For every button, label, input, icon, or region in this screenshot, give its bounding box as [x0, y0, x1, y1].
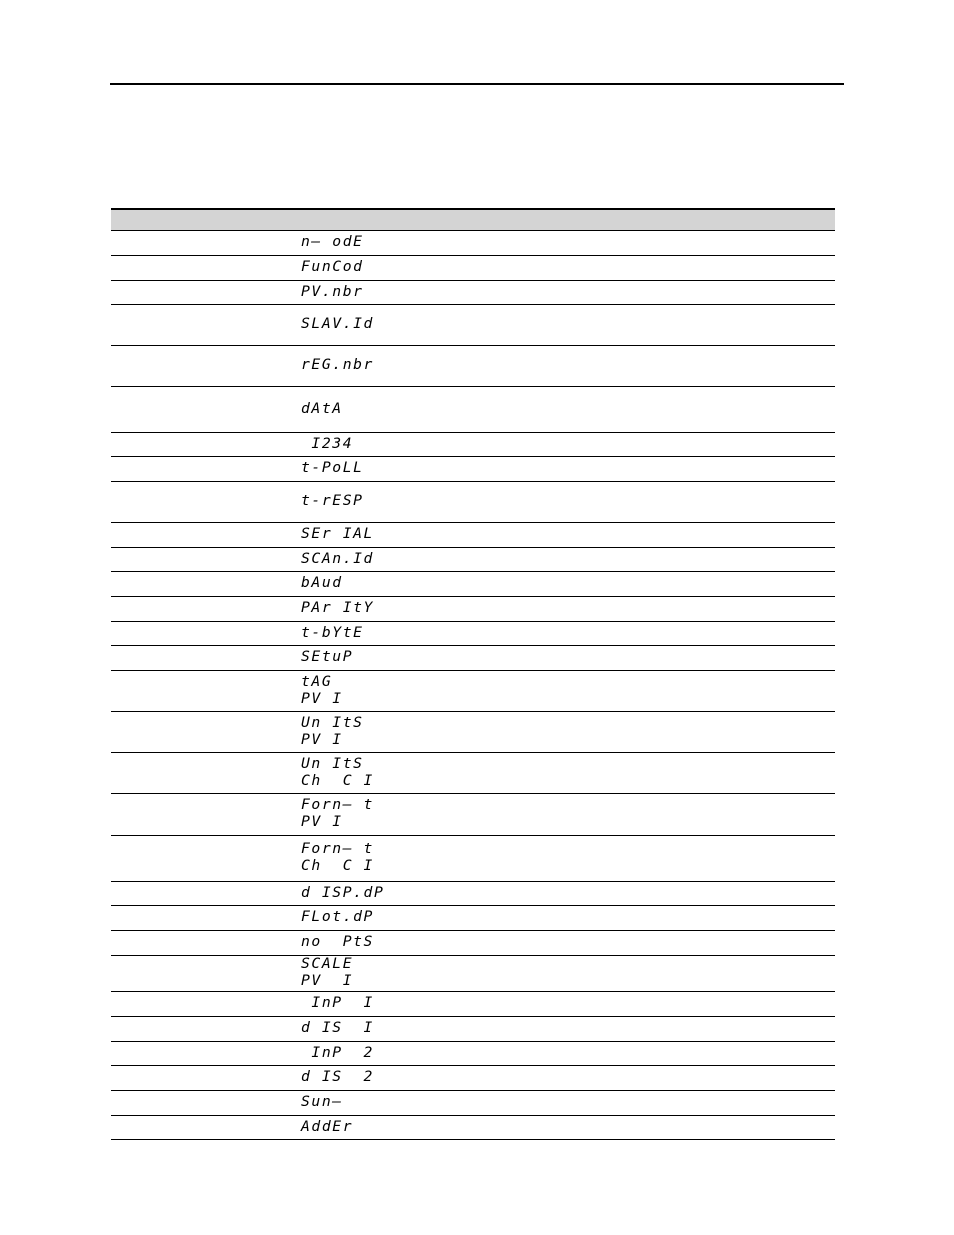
display-code-line: Ch C I: [301, 858, 374, 874]
table-row: [111, 256, 835, 281]
description-cell: [111, 646, 291, 670]
table-row: [111, 387, 835, 433]
parameter-table: [111, 208, 835, 1140]
explanation-cell: [371, 305, 835, 345]
explanation-cell: [371, 1116, 835, 1139]
display-code-line: t-PoLL: [301, 460, 364, 476]
display-code: [301, 715, 364, 749]
table-row: [111, 346, 835, 387]
description-cell: [111, 387, 291, 432]
display-code: [301, 551, 374, 568]
description-cell: [111, 572, 291, 596]
description-cell: [111, 882, 291, 905]
display-code-line: d ISP.dP: [301, 885, 385, 901]
display-code-line: PV.nbr: [301, 284, 364, 300]
display-code: [301, 1094, 343, 1111]
explanation-cell: [371, 548, 835, 571]
display-code: [301, 493, 364, 510]
description-cell: [111, 548, 291, 571]
explanation-cell: [371, 906, 835, 930]
display-code-line: Ch C I: [301, 773, 374, 789]
table-row: [111, 646, 835, 671]
table-row: [111, 622, 835, 646]
display-code: [301, 526, 374, 543]
display-code-line: no PtS: [301, 934, 374, 950]
description-cell: [111, 794, 291, 835]
table-row: [111, 671, 835, 712]
explanation-cell: [371, 1091, 835, 1115]
description-cell: [111, 482, 291, 522]
explanation-cell: [371, 482, 835, 522]
display-code-line: t-rESP: [301, 493, 364, 509]
display-code: [301, 401, 343, 418]
description-cell: [111, 457, 291, 481]
explanation-cell: [371, 346, 835, 386]
description-cell: [111, 671, 291, 711]
display-code-line: Un ItS: [301, 715, 364, 731]
explanation-cell: [371, 1042, 835, 1065]
description-cell: [111, 622, 291, 645]
table-row: [111, 836, 835, 882]
display-code-line: d IS 2: [301, 1069, 374, 1085]
display-code: [301, 934, 374, 951]
display-code: [301, 575, 343, 592]
table-row: [111, 523, 835, 548]
explanation-cell: [371, 1017, 835, 1041]
table-row: [111, 992, 835, 1017]
display-code-line: rEG.nbr: [301, 357, 374, 373]
display-code: [301, 357, 374, 374]
description-cell: [111, 305, 291, 345]
explanation-cell: [371, 931, 835, 955]
explanation-cell: [371, 231, 835, 255]
description-cell: [111, 346, 291, 386]
description-cell: [111, 753, 291, 793]
table-row: [111, 794, 835, 836]
table-row: [111, 572, 835, 597]
display-code: [301, 909, 374, 926]
display-code: [301, 1045, 374, 1062]
table-row: [111, 906, 835, 931]
description-cell: [111, 906, 291, 930]
display-code: [301, 1020, 374, 1037]
description-cell: [111, 433, 291, 456]
table-header: [111, 208, 835, 231]
display-code-line: Un ItS: [301, 756, 364, 772]
description-cell: [111, 1116, 291, 1139]
display-code-line: SCAn.Id: [301, 551, 374, 567]
table-row: [111, 433, 835, 457]
display-code-line: PV I: [301, 973, 354, 989]
explanation-cell: [371, 882, 835, 905]
display-code: [301, 316, 374, 333]
explanation-cell: [371, 646, 835, 670]
display-code-line: SLAV.Id: [301, 316, 374, 332]
display-code: [301, 756, 374, 790]
description-cell: [111, 712, 291, 752]
description-cell: [111, 1091, 291, 1115]
table-row: [111, 1116, 835, 1140]
table-row: [111, 482, 835, 523]
explanation-cell: [371, 836, 835, 881]
display-code-line: SEtuP: [301, 649, 354, 665]
description-cell: [111, 1066, 291, 1090]
table-row: [111, 548, 835, 572]
display-code-line: dAtA: [301, 401, 343, 417]
description-cell: [111, 231, 291, 255]
display-code: [301, 995, 374, 1012]
description-cell: [111, 956, 291, 991]
table-row: [111, 305, 835, 346]
table-row: [111, 597, 835, 622]
explanation-cell: [371, 956, 835, 991]
description-cell: [111, 281, 291, 304]
table-row: [111, 882, 835, 906]
explanation-cell: [371, 992, 835, 1016]
description-cell: [111, 597, 291, 621]
display-code: [301, 436, 353, 453]
explanation-cell: [371, 387, 835, 432]
explanation-cell: [371, 572, 835, 596]
explanation-cell: [371, 256, 835, 280]
table-row: [111, 281, 835, 305]
explanation-cell: [371, 281, 835, 304]
display-code: [301, 841, 374, 875]
explanation-cell: [371, 753, 835, 793]
table-row: [111, 1091, 835, 1116]
display-code: [301, 674, 343, 708]
display-code-line: InP 2: [301, 1045, 374, 1061]
display-code-line: n‒ odE: [301, 234, 364, 250]
display-code: [301, 956, 353, 990]
display-code-line: FunCod: [301, 259, 364, 275]
display-code-line: Forn‒ t: [301, 841, 374, 857]
explanation-cell: [371, 712, 835, 752]
display-code-line: PV I: [301, 814, 343, 830]
description-cell: [111, 836, 291, 881]
explanation-cell: [371, 433, 835, 456]
table-row: [111, 753, 835, 794]
table-row: [111, 712, 835, 753]
display-code-line: SEr IAL: [301, 526, 374, 542]
display-code-line: Sun‒: [301, 1094, 343, 1110]
display-code-line: I234: [301, 436, 354, 452]
explanation-cell: [371, 671, 835, 711]
explanation-cell: [371, 597, 835, 621]
display-code: [301, 234, 364, 251]
display-code-line: SCALE: [301, 956, 354, 972]
display-code-line: AddEr: [301, 1119, 354, 1135]
display-code-line: t-bYtE: [301, 625, 364, 641]
display-code: [301, 460, 364, 477]
explanation-cell: [371, 622, 835, 645]
table-row: [111, 956, 835, 992]
display-code-line: tAG: [301, 674, 333, 690]
description-cell: [111, 256, 291, 280]
display-code-line: d IS I: [301, 1020, 374, 1036]
display-code: [301, 259, 364, 276]
display-code-line: Forn‒ t: [301, 797, 374, 813]
description-cell: [111, 1042, 291, 1065]
display-code-line: InP I: [301, 995, 374, 1011]
table-row: [111, 1066, 835, 1091]
description-cell: [111, 1017, 291, 1041]
display-code-line: FLot.dP: [301, 909, 374, 925]
explanation-cell: [371, 1066, 835, 1090]
explanation-cell: [371, 457, 835, 481]
description-cell: [111, 523, 291, 547]
description-cell: [111, 992, 291, 1016]
table-row: [111, 931, 835, 956]
table-row: [111, 1017, 835, 1042]
explanation-cell: [371, 794, 835, 835]
display-code: [301, 625, 364, 642]
top-rule: [110, 83, 844, 85]
display-code-line: PV I: [301, 732, 343, 748]
display-code: [301, 600, 374, 617]
table-row: [111, 231, 835, 256]
display-code: [301, 284, 364, 301]
display-code: [301, 1119, 353, 1136]
table-body: [111, 231, 835, 1140]
display-code-line: PAr ItY: [301, 600, 374, 616]
display-code-line: bAud: [301, 575, 343, 591]
table-row: [111, 457, 835, 482]
display-code: [301, 797, 374, 831]
display-code-line: PV I: [301, 691, 343, 707]
table-row: [111, 1042, 835, 1066]
description-cell: [111, 931, 291, 955]
display-code: [301, 1069, 374, 1086]
display-code: [301, 649, 353, 666]
explanation-cell: [371, 523, 835, 547]
